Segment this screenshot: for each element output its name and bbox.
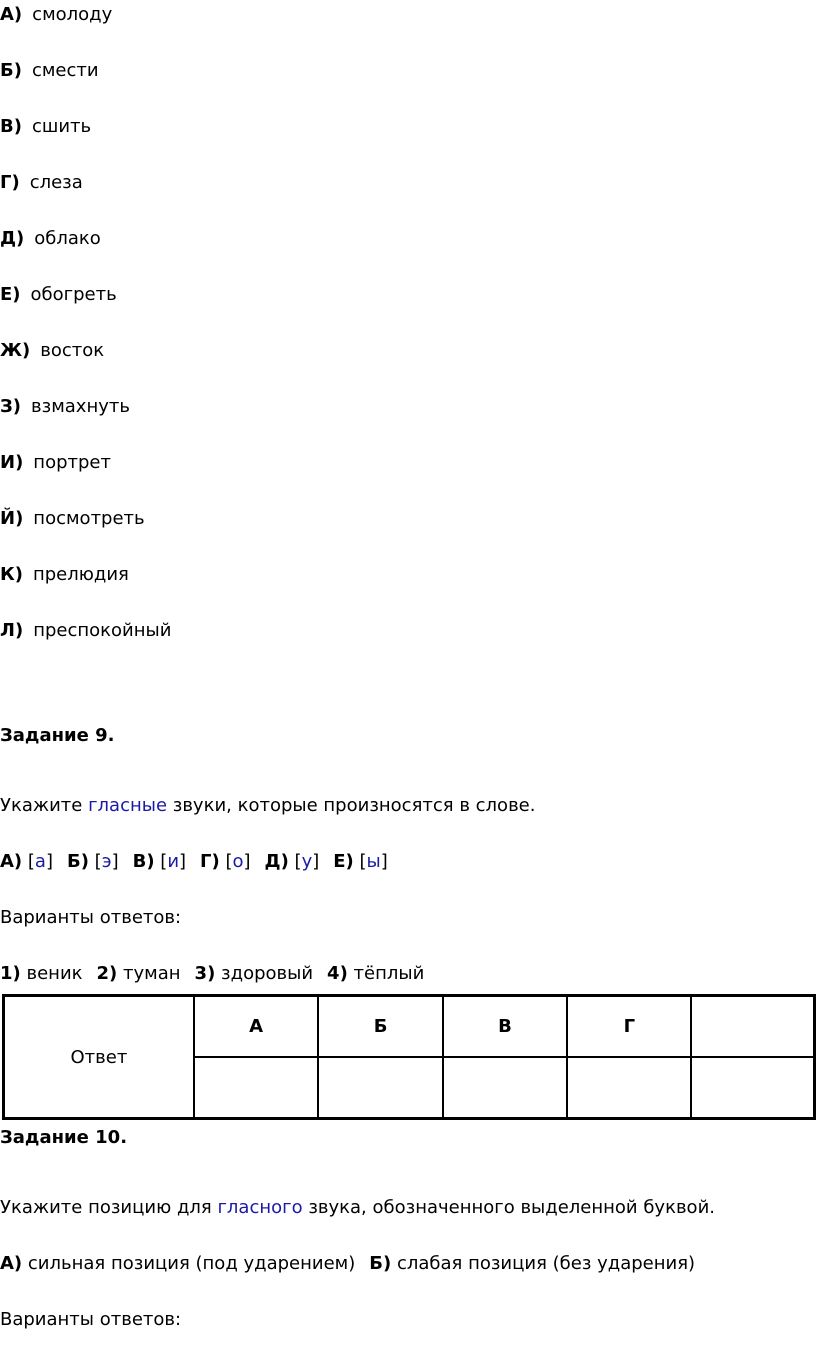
list-item: Й) посмотреть — [0, 508, 145, 529]
task9-variants: 1) веник 2) туман 3) здоровый 4) тёплый — [0, 963, 425, 984]
list-item: Г) слеза — [0, 172, 83, 193]
answer-header-a: А — [194, 996, 318, 1058]
answer-header-v: В — [443, 996, 567, 1058]
task10-title: Задание 10. — [0, 1127, 128, 1148]
task9-variants-title: Варианты ответов: — [0, 907, 182, 928]
list-item: Е) обогреть — [0, 284, 117, 305]
list-item: Ж) восток — [0, 340, 105, 361]
answer-header-g: Г — [567, 996, 691, 1058]
highlighted-word: гласного — [217, 1197, 303, 1218]
task9-title: Задание 9. — [0, 725, 115, 746]
answer-table — [2, 994, 816, 1120]
list-item: Д) облако — [0, 228, 101, 249]
task10-variants-title: Варианты ответов: — [0, 1309, 182, 1330]
answer-row-label: Ответ — [4, 996, 194, 1119]
answer-cell-d[interactable] — [691, 1057, 814, 1119]
list-item: Л) преспокойный — [0, 620, 172, 641]
list-item: Б) смести — [0, 60, 99, 81]
answer-header-b: Б — [318, 996, 442, 1058]
answer-cell-g[interactable] — [567, 1057, 691, 1119]
list-item: В) сшить — [0, 116, 92, 137]
list-item: К) прелюдия — [0, 564, 129, 585]
task9-sounds: А) [а] Б) [э] В) [и] Г) [о] Д) [у] Е) [ы] — [0, 851, 388, 872]
answer-cell-v[interactable] — [443, 1057, 567, 1119]
task10-instruction: Укажите позицию для гласного звука, обозначенного выделенной буквой. — [0, 1197, 715, 1218]
task9-instruction: Укажите гласные звуки, которые произносятся в слове. — [0, 795, 536, 816]
answer-cell-a[interactable] — [194, 1057, 318, 1119]
highlighted-word: гласные — [88, 795, 168, 816]
answer-cell-b[interactable] — [318, 1057, 442, 1119]
list-item: А) смолоду — [0, 4, 113, 25]
list-item: З) взмахнуть — [0, 396, 130, 417]
task10-options: А) сильная позиция (под ударением) Б) слабая позиция (без ударения) — [0, 1253, 696, 1274]
list-item: И) портрет — [0, 452, 111, 473]
answer-header-d — [691, 996, 814, 1058]
